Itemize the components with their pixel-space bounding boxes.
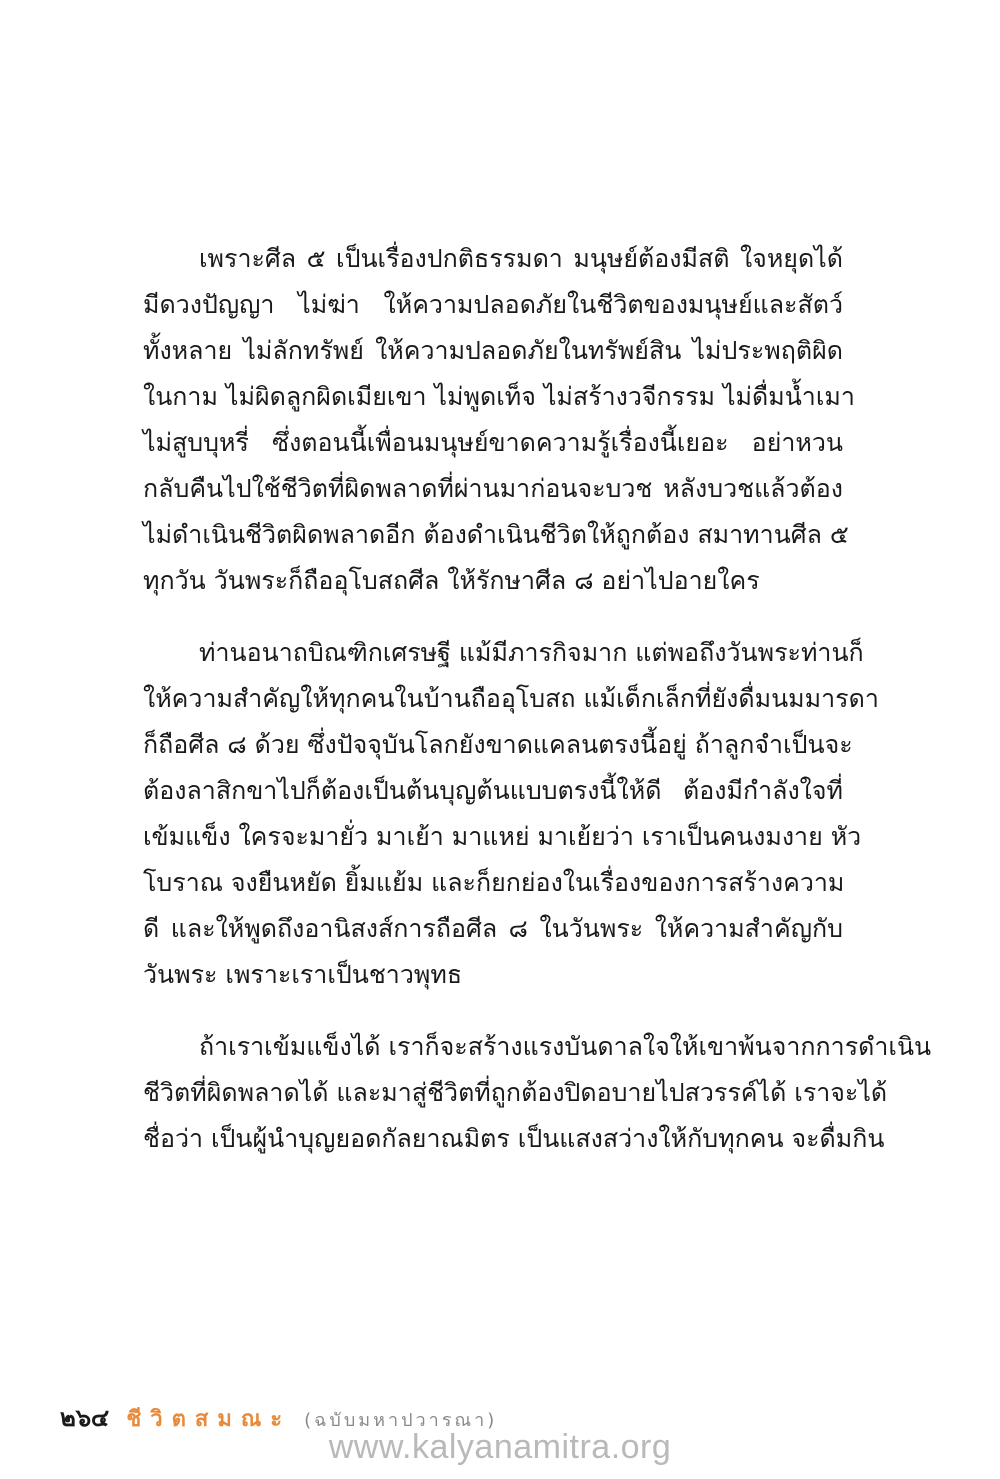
paragraph-line: ถ้าเราเข้มแข็งได้ เราก็จะสร้างแรงบันดาลใจให้เขาพ้นจากการดำเนิน <box>199 1032 932 1061</box>
paragraph-line: ให้ความสำคัญให้ทุกคนในบ้านถืออุโบสถ แม้เด็กเล็กที่ยังดื่มนมมารดา <box>143 684 879 713</box>
paragraph-line: ชื่อว่า เป็นผู้นำบุญยอดกัลยาณมิตร เป็นแสงสว่างให้กับทุกคน จะดื่มกิน <box>143 1124 885 1153</box>
paragraph-line: ดี และให้พูดถึงอานิสงส์การถือศีล ๘ ในวันพระ ให้ความสำคัญกับ <box>143 914 843 943</box>
paragraph-line: ในกาม ไม่ผิดลูกผิดเมียเขา ไม่พูดเท็จ ไม่สร้างวจีกรรม ไม่ดื่มน้ำเมา <box>143 382 855 411</box>
website-watermark: www.kalyanamitra.org <box>328 1428 672 1466</box>
paragraph-line: ทั้งหลาย ไม่ลักทรัพย์ ให้ความปลอดภัยในทรัพย์สิน ไม่ประพฤติผิด <box>143 336 843 365</box>
paragraph-line: ชีวิตที่ผิดพลาดได้ และมาสู่ชีวิตที่ถูกต้องปิดอบายไปสวรรค์ได้ เราจะได้ <box>143 1078 888 1107</box>
paragraph-line: ต้องลาสิกขาไปก็ต้องเป็นต้นบุญต้นแบบตรงนี้ให้ดี ต้องมีกำลังใจที่ <box>143 776 843 805</box>
edition-label: (ฉบับมหาปวารณา) <box>304 1410 498 1431</box>
paragraph-3 <box>143 1024 932 1162</box>
paragraph-line: โบราณ จงยืนหยัด ยิ้มแย้ม และก็ยกย่องในเรื่องของการสร้างความ <box>143 868 845 897</box>
paragraph-line: เข้มแข็ง ใครจะมายั่ว มาเย้า มาแหย่ มาเย้ยว่า เราเป็นคนงมงาย หัว <box>143 822 862 851</box>
paragraph-line: ไม่สูบบุหรี่ ซึ่งตอนนี้เพื่อนมนุษย์ขาดความรู้เรื่องนี้เยอะ อย่าหวน <box>143 428 843 457</box>
paragraph-line: วันพระ เพราะเราเป็นชาวพุทธ <box>143 960 463 989</box>
paragraph-line: มีดวงปัญญา ไม่ฆ่า ให้ความปลอดภัยในชีวิตของมนุษย์และสัตว์ <box>143 290 843 319</box>
paragraph-line: ก็ถือศีล ๘ ด้วย ซึ่งปัจจุบันโลกยังขาดแคลนตรงนี้อยู่ ถ้าลูกจำเป็นจะ <box>143 730 853 759</box>
paragraph-line: กลับคืนไปใช้ชีวิตที่ผิดพลาดที่ผ่านมาก่อนจะบวช หลังบวชแล้วต้อง <box>143 474 843 503</box>
paragraph-line: ทุกวัน วันพระก็ถืออุโบสถศีล ให้รักษาศีล ๘ อย่าไปอายใคร <box>143 566 760 595</box>
book-title: ชีวิตสมณะ <box>126 1407 292 1432</box>
page-number: ๒๖๔ <box>60 1404 110 1432</box>
paragraph-1 <box>143 236 855 604</box>
body-text <box>143 236 932 1188</box>
paragraph-line: เพราะศีล ๕ เป็นเรื่องปกติธรรมดา มนุษย์ต้องมีสติ ใจหยุดได้ <box>199 244 843 273</box>
paragraph-2 <box>143 630 879 998</box>
paragraph-line: ท่านอนาถบิณฑิกเศรษฐี แม้มีภารกิจมาก แต่พอถึงวันพระท่านก็ <box>199 638 864 667</box>
paragraph-line: ไม่ดำเนินชีวิตผิดพลาดอีก ต้องดำเนินชีวิตให้ถูกต้อง สมาทานศีล ๕ <box>143 520 849 549</box>
